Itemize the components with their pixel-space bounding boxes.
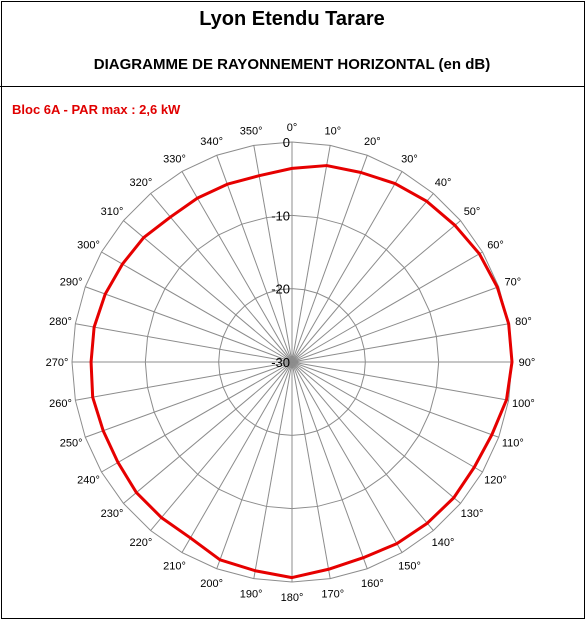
series-point bbox=[478, 253, 480, 255]
series-point bbox=[491, 434, 493, 436]
series-point bbox=[291, 167, 293, 169]
series-group bbox=[90, 164, 513, 578]
angle-label: 210° bbox=[163, 560, 186, 573]
series-point bbox=[90, 361, 92, 363]
db-label: 0 bbox=[282, 135, 290, 150]
series-point bbox=[189, 537, 191, 539]
angle-label: 250° bbox=[59, 437, 83, 450]
db-label: -30 bbox=[271, 355, 290, 370]
angle-label: 30° bbox=[401, 153, 418, 166]
series-point bbox=[160, 516, 162, 518]
angle-label: 330° bbox=[163, 153, 186, 166]
angle-label: 320° bbox=[129, 176, 153, 189]
angle-label: 260° bbox=[49, 397, 72, 410]
chart-title: Lyon Etendu Tarare bbox=[199, 8, 385, 30]
angle-label: 40° bbox=[434, 176, 452, 189]
angle-label: 190° bbox=[239, 588, 263, 601]
angle-label: 160° bbox=[360, 577, 384, 590]
series-point bbox=[254, 570, 256, 572]
angle-label: 80° bbox=[515, 316, 532, 329]
series-point bbox=[102, 430, 104, 432]
angle-label: 270° bbox=[45, 357, 69, 369]
angle-label: 220° bbox=[129, 537, 153, 550]
angle-label: 20° bbox=[364, 136, 381, 149]
series-point bbox=[454, 224, 456, 226]
series-point bbox=[104, 293, 106, 295]
series-point bbox=[426, 200, 428, 202]
series-point bbox=[360, 171, 362, 173]
series-point bbox=[505, 399, 507, 401]
polar-spokes bbox=[72, 142, 512, 582]
angle-label: 60° bbox=[487, 239, 504, 252]
series-point bbox=[396, 542, 398, 544]
angle-label: 310° bbox=[100, 205, 124, 218]
chart-subtitle: DIAGRAMME DE RAYONNEMENT HORIZONTAL (en dB) bbox=[93, 56, 491, 73]
series-point bbox=[362, 557, 364, 559]
series-point bbox=[93, 326, 95, 328]
series-point bbox=[325, 164, 327, 166]
series-point bbox=[219, 559, 221, 561]
series-label: Bloc 6A - PAR max : 2,6 kW bbox=[12, 102, 181, 117]
series-point bbox=[226, 183, 228, 185]
series-point bbox=[91, 396, 93, 398]
series-point bbox=[169, 216, 171, 218]
angle-label: 140° bbox=[431, 537, 455, 550]
angle-label: 0° bbox=[286, 122, 298, 134]
series-point bbox=[426, 522, 428, 524]
angle-label: 290° bbox=[59, 276, 83, 289]
series-point bbox=[291, 576, 293, 578]
series-line bbox=[91, 166, 512, 578]
series-point bbox=[121, 263, 123, 265]
angle-label: 240° bbox=[77, 474, 100, 487]
series-point bbox=[473, 466, 475, 468]
series-point bbox=[507, 323, 509, 325]
angle-label: 180° bbox=[280, 592, 304, 604]
angle-label: 170° bbox=[321, 588, 345, 601]
angle-label: 70° bbox=[504, 276, 522, 289]
series-point bbox=[511, 361, 513, 363]
series-point bbox=[453, 497, 455, 499]
angle-label: 90° bbox=[518, 357, 536, 369]
angle-label: 230° bbox=[100, 508, 124, 521]
angle-label: 150° bbox=[398, 560, 421, 573]
angle-label: 10° bbox=[324, 125, 342, 138]
angle-label: 100° bbox=[512, 397, 535, 410]
angle-label: 120° bbox=[484, 474, 507, 487]
angle-label: 280° bbox=[49, 316, 72, 329]
series-point bbox=[496, 286, 498, 288]
series-point bbox=[258, 174, 260, 176]
series-point bbox=[142, 236, 144, 238]
series-point bbox=[196, 197, 198, 199]
angle-label: 110° bbox=[501, 437, 524, 450]
db-label: -20 bbox=[271, 281, 290, 297]
angle-label: 200° bbox=[200, 577, 224, 590]
series-point bbox=[327, 568, 329, 570]
angle-label: 300° bbox=[77, 239, 100, 252]
angle-label: 350° bbox=[239, 125, 263, 138]
angle-label: 50° bbox=[463, 205, 481, 218]
db-label: -10 bbox=[271, 208, 290, 224]
angle-label: 340° bbox=[200, 136, 224, 149]
series-point bbox=[135, 491, 137, 493]
series-point bbox=[394, 182, 396, 184]
angle-label: 130° bbox=[460, 508, 484, 521]
series-point bbox=[117, 461, 119, 463]
